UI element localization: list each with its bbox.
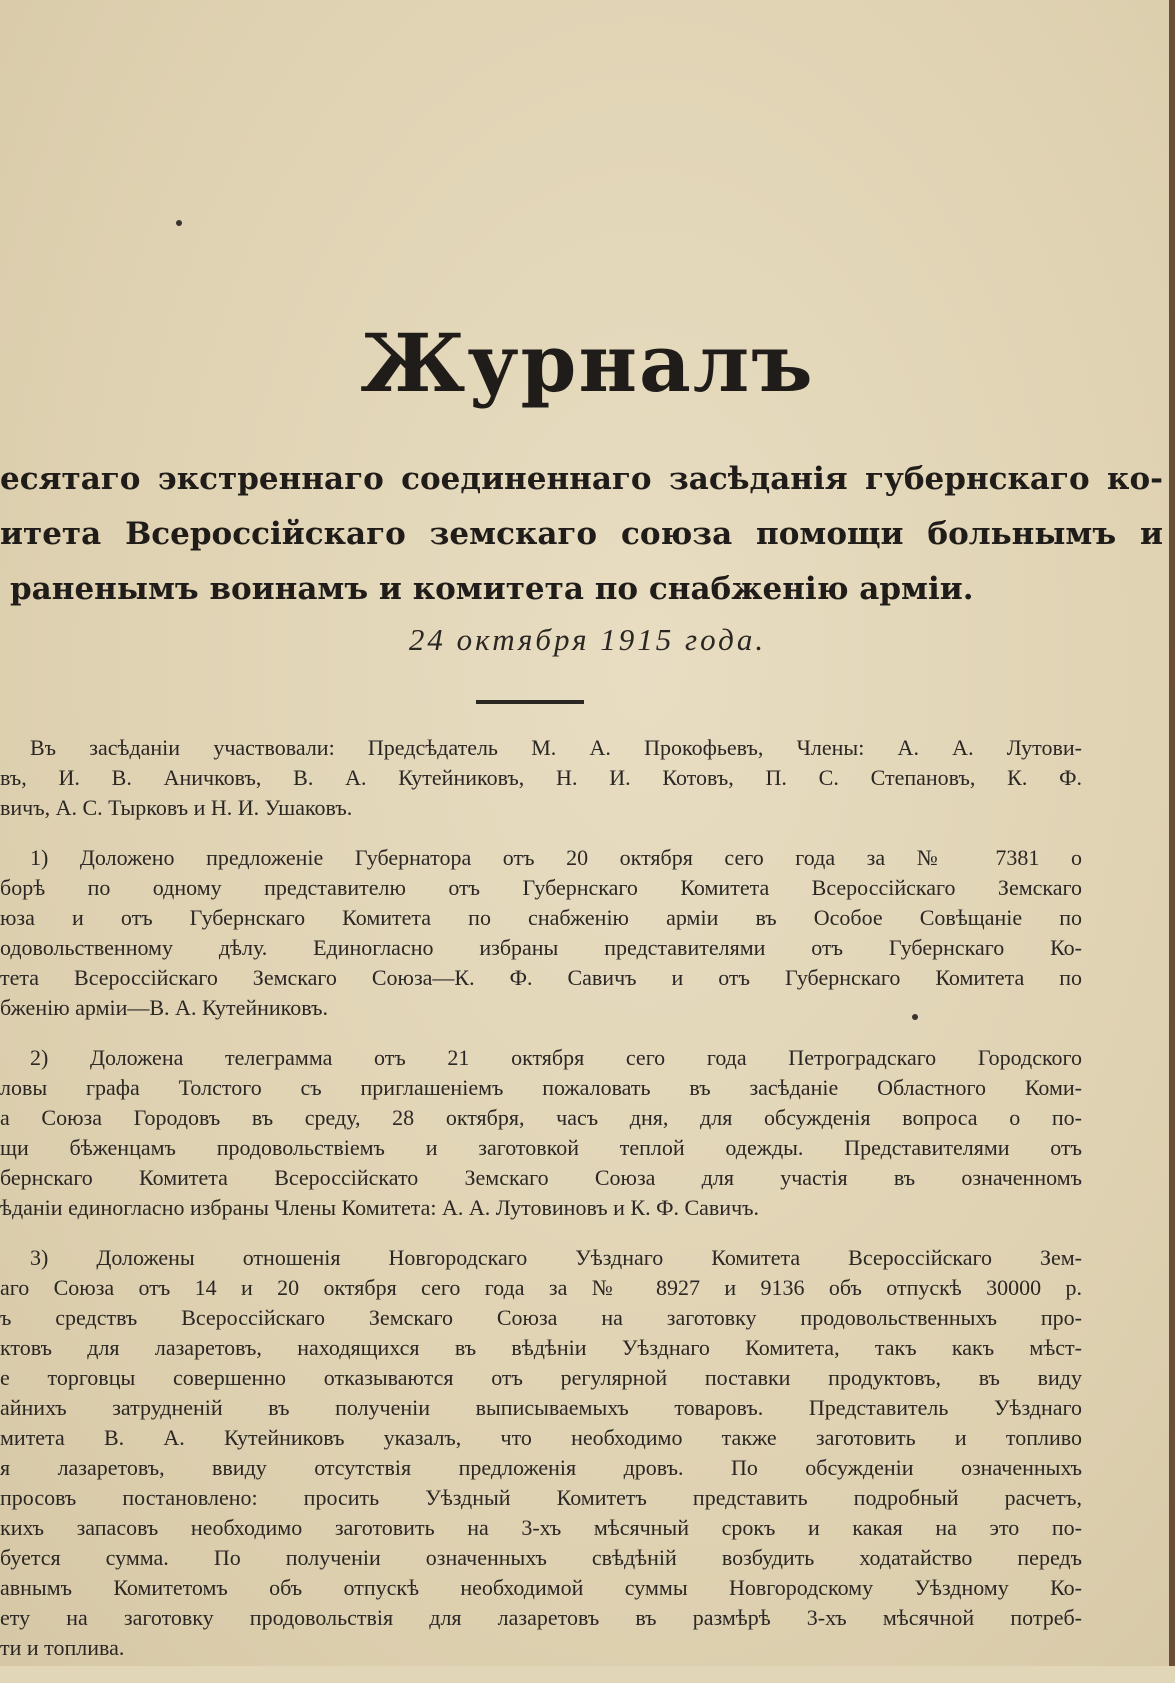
text-line: въ, И. В. Аничковъ, В. А. Кутейниковъ, Н. И. Котовъ, П. С. Степановъ, К. Ф. xyxy=(0,765,1082,790)
text-line: вичъ, А. С. Тырковъ и Н. И. Ушаковъ. xyxy=(0,795,353,820)
text-line: ктовъ для лазаретовъ, находящихся въ вѣдѣніи Уѣзднаго Комитета, такъ какъ мѣст- xyxy=(0,1335,1082,1360)
text-line: а Союза Городовъ въ среду, 28 октября, часъ дня, для обсужденія вопроса о по- xyxy=(0,1105,1082,1130)
journal-title: Журналъ xyxy=(360,316,815,410)
subtitle-line: есятаго экстреннаго соединеннаго засѣданія губернскаго ко- xyxy=(0,461,1163,497)
meeting-date: 24 октября 1915 года. xyxy=(408,622,767,657)
text-line: ѣданіи единогласно избраны Члены Комитета: А. А. Лутовиновъ и К. Ф. Савичъ. xyxy=(0,1195,760,1220)
title-divider xyxy=(476,700,584,704)
attendees-paragraph xyxy=(0,733,1082,823)
text-line: ету на заготовку продовольствія для лазаретовъ въ размѣрѣ 3-хъ мѣсячной потреб- xyxy=(0,1605,1082,1630)
text-line: буется сумма. По полученіи означенныхъ свѣдѣній возбудить ходатайство передъ xyxy=(0,1545,1082,1570)
text-line: я лазаретовъ, ввиду отсутствія предложенія дровъ. По обсужденіи означенныхъ xyxy=(0,1455,1082,1480)
text-line: юза и отъ Губернскаго Комитета по снабженію арміи въ Особое Совѣщаніе по xyxy=(0,905,1082,930)
text-line: ъ средствъ Всероссійскаго Земскаго Союза на заготовку продовольственныхъ про- xyxy=(0,1305,1082,1330)
ink-speck xyxy=(176,220,182,226)
text-line: бженію арміи—В. А. Кутейниковъ. xyxy=(0,995,328,1020)
text-line: ти и топлива. xyxy=(0,1635,125,1660)
text-line: кихъ запасовъ необходимо заготовить на 3-хъ мѣсячный срокъ и какая на это по- xyxy=(0,1515,1082,1540)
text-line: аго Союза отъ 14 и 20 октября сего года за № 8927 и 9136 объ отпускѣ 30000 р. xyxy=(0,1275,1082,1300)
text-line: митета В. А. Кутейниковъ указалъ, что необходимо также заготовить и топливо xyxy=(0,1425,1082,1450)
subtitle-line: раненымъ воинамъ и комитета по снабженію арміи. xyxy=(10,571,974,607)
text-line: ловы графа Толстого съ приглашеніемъ пожаловать въ засѣданіе Областного Коми- xyxy=(0,1075,1082,1100)
text-line: авнымъ Комитетомъ объ отпускѣ необходимой суммы Новгородскому Уѣздному Ко- xyxy=(0,1575,1082,1600)
text-line: щи бѣженцамъ продовольствіемъ и заготовкой теплой одежды. Представителями отъ xyxy=(0,1135,1082,1160)
text-line: 3) Доложены отношенія Новгородскаго Уѣзднаго Комитета Всероссійскаго Зем- xyxy=(30,1245,1082,1270)
page-edge xyxy=(1169,0,1175,1666)
text-line: 2) Доложена телеграмма отъ 21 октября сего года Петроградскаго Городского xyxy=(30,1045,1082,1070)
journal-subtitle xyxy=(0,452,1175,617)
item-1-paragraph xyxy=(0,843,1082,1023)
text-line: айнихъ затрудненій въ полученіи выписываемыхъ товаровъ. Представитель Уѣзднаго xyxy=(0,1395,1082,1420)
text-line: бернскаго Комитета Всероссійскато Земскаго Союза для участія въ означенномъ xyxy=(0,1165,1082,1190)
text-line: Въ засѣданіи участвовали: Предсѣдатель М. А. Прокофьевъ, Члены: А. А. Лутови- xyxy=(30,735,1082,760)
subtitle-line: итета Всероссійскаго земскаго союза помощи больнымъ и xyxy=(0,516,1163,552)
minutes-body xyxy=(0,733,1082,1683)
text-line: просовъ постановлено: просить Уѣздный Комитетъ представить подробный расчетъ, xyxy=(0,1485,1082,1510)
text-line: одовольственному дѣлу. Единогласно избраны представителями отъ Губернскаго Ко- xyxy=(0,935,1082,960)
text-line: тета Всероссійскаго Земскаго Союза—К. Ф. Савичъ и отъ Губернскаго Комитета по xyxy=(0,965,1082,990)
item-2-paragraph xyxy=(0,1043,1082,1223)
text-line: 1) Доложено предложеніе Губернатора отъ 20 октября сего года за № 7381 о xyxy=(30,845,1082,870)
item-3-paragraph xyxy=(0,1243,1082,1663)
text-line: борѣ по одному представителю отъ Губернскаго Комитета Всероссійскаго Земскаго xyxy=(0,875,1082,900)
text-line: е торговцы совершенно отказываются отъ регулярной поставки продуктовъ, въ виду xyxy=(0,1365,1082,1390)
